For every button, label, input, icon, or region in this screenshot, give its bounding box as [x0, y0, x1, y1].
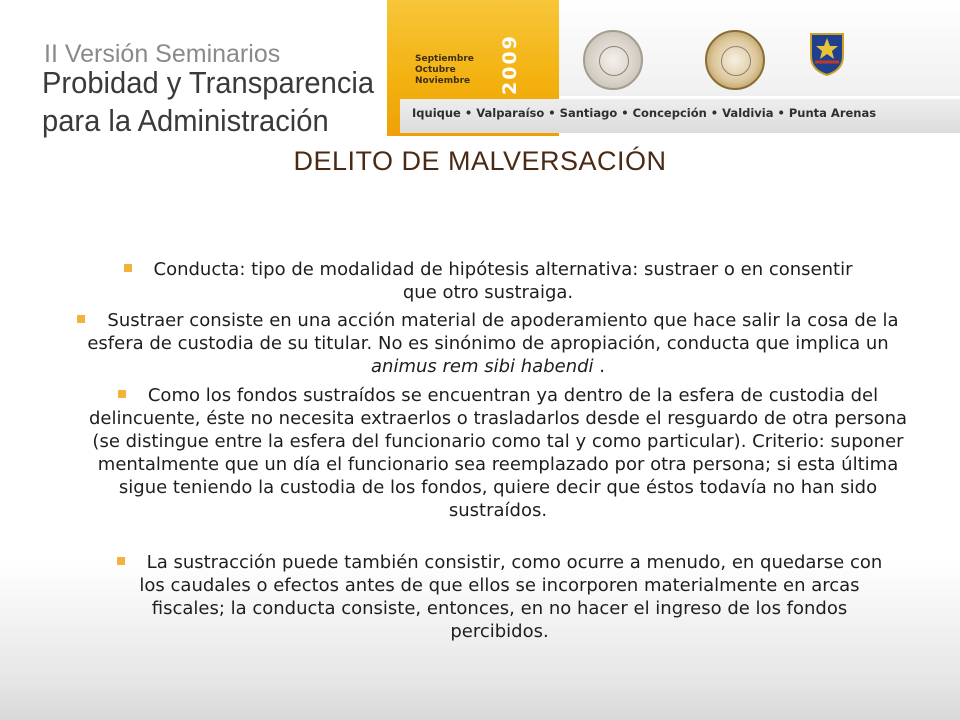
university-seal-icon [705, 30, 765, 90]
university-shield-icon [809, 32, 845, 76]
banner-year: 2009 [499, 34, 521, 95]
bullet-text-end: . [593, 356, 605, 377]
banner-month: Noviembre [415, 76, 471, 86]
bullet-icon [124, 264, 132, 272]
logos-panel [559, 0, 960, 96]
latin-phrase: animus rem sibi habendi [371, 356, 594, 377]
cities-list: Iquique • Valparaíso • Santiago • Concepción • Valdivia • Punta Arenas [412, 106, 877, 120]
bullet-item [88, 384, 908, 522]
bullet-item [112, 551, 887, 643]
banner-month: Octubre [415, 65, 456, 75]
bullet-text: Conducta: tipo de modalidad de hipótesis alternativa: sustraer o en consentir que otro sustraiga. [153, 259, 853, 303]
bullet-item [58, 309, 918, 378]
bullet-icon [118, 390, 126, 398]
seminar-title-line-2: para la Administración [42, 103, 329, 138]
contraloria-seal-icon [583, 30, 643, 90]
bullet-text: La sustracción puede también consistir, como ocurre a menudo, en quedarse con los caudales o efectos antes de que ellos se incorporen materialmente en arcas fiscales; la conducta consiste, entonces, en no hacer el ingreso de los fondos percibidos. [139, 552, 883, 642]
seminar-title-line-1: Probidad y Transparencia [42, 65, 375, 100]
slide-title: DELITO DE MALVERSACIÓN [293, 146, 667, 176]
cities-strip [400, 99, 960, 133]
bullet-icon [117, 557, 125, 565]
bullet-text: Sustraer consiste en una acción material de apoderamiento que hace salir la cosa de la esfera de custodia de su titular. No es sinónimo de apropiación, conducta que implica un [87, 310, 899, 354]
banner-months [415, 54, 474, 87]
bullet-text: Como los fondos sustraídos se encuentran ya dentro de la esfera de custodia del delincuente, éste no necesita extraerlos o trasladarlos desde el resguardo de otra persona (se distingue entre la esfera del funcionario como tal y como particular). Criterio: suponer mentalmente que un día el funcionario sea reemplazado por otra persona; si esta última sigue teniendo la custodia de los fondos, quiere decir que éstos todavía no han sido sustraídos. [88, 385, 908, 521]
series-title: II Versión Seminarios [44, 40, 281, 68]
bullet-item [112, 258, 864, 304]
bullet-icon [77, 315, 85, 323]
banner-month: Septiembre [415, 54, 474, 64]
